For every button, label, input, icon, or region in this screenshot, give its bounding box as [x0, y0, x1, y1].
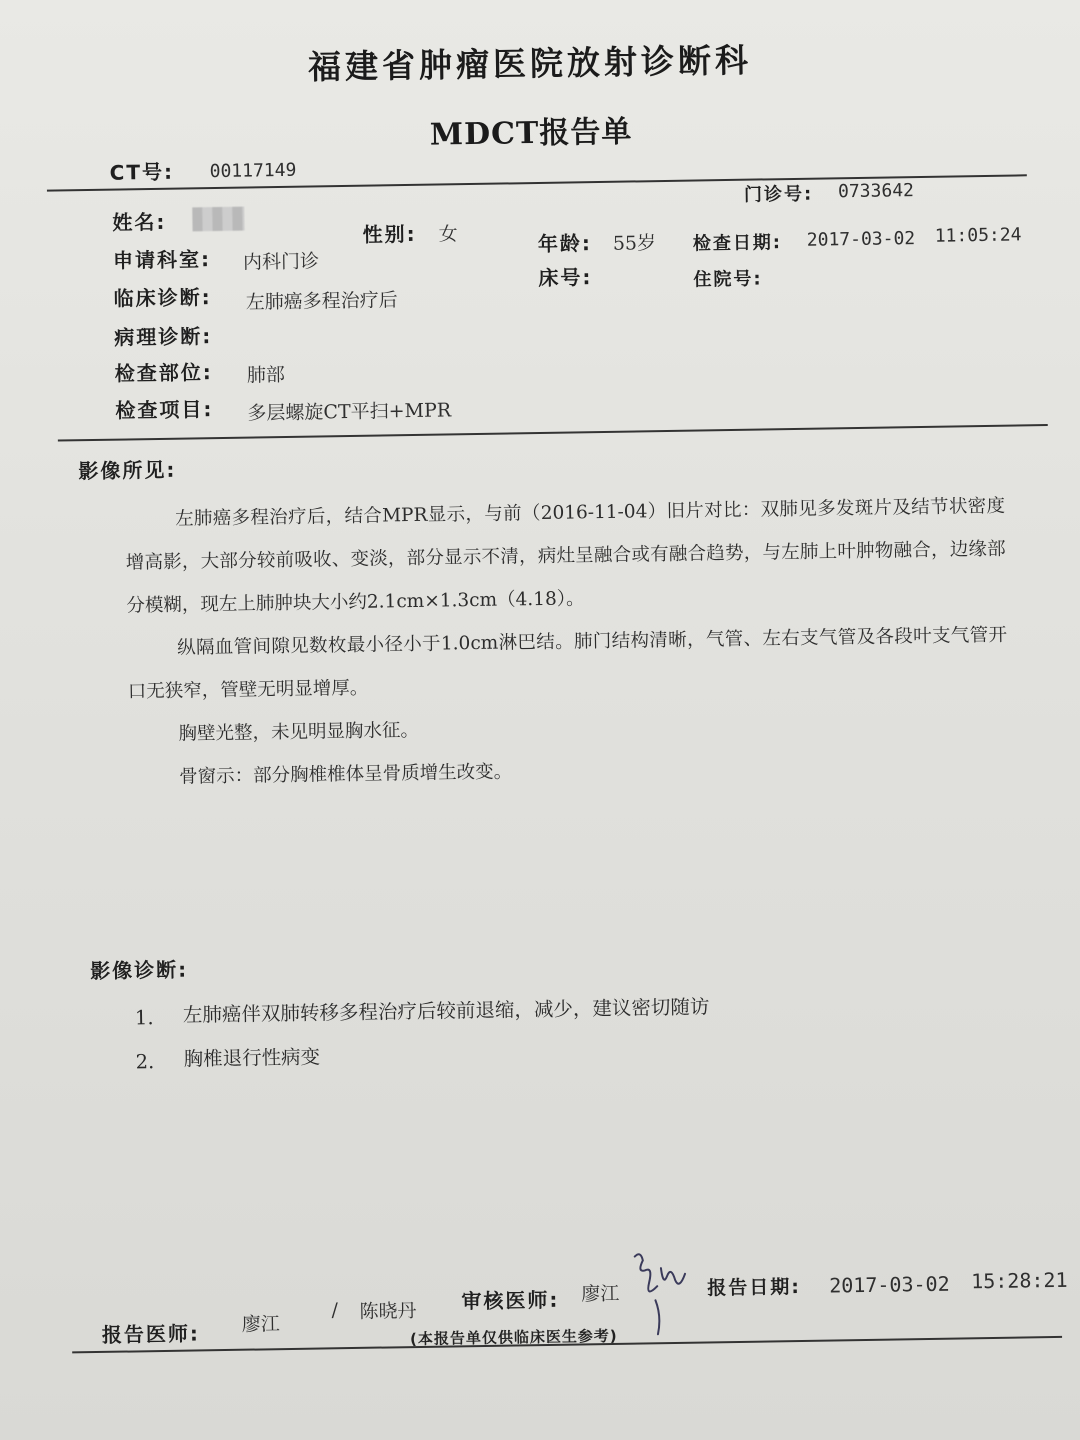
report-doctor-2: 陈晓丹: [359, 1300, 417, 1323]
diagnosis-item-text: 胸椎退行性病变: [183, 1045, 321, 1071]
pathology-dx-label: 病理诊断:: [114, 324, 213, 350]
report-time-value: 15:28:21: [970, 1267, 1068, 1294]
disclaimer-note: (本报告单仅供临床医生参考): [409, 1326, 618, 1349]
exam-date-label: 检查日期:: [692, 232, 783, 255]
report-doctor-1: 廖江: [241, 1313, 280, 1336]
doctor-separator: /: [331, 1299, 339, 1322]
findings-label: 影像所见:: [78, 457, 177, 484]
age-label: 年龄:: [537, 231, 593, 256]
report-title: MDCT报告单: [429, 114, 633, 153]
outpatient-no-value: 0733642: [837, 180, 915, 203]
findings-paragraph: 左肺癌多程治疗后，结合MPR显示，与前（2016-11-04）旧片对比：双肺见多发斑片及结节状密度增高影，大部分较前吸收、变淡，部分显示不清，病灶呈融合或有融合趋势，与左肺上叶肿物融合，边缘部分模糊，现左上肺肿块大小约2.1cm×1.3cm（4.18）。: [125, 495, 1006, 617]
diagnosis-label: 影像诊断:: [90, 957, 189, 984]
exam-date-value: 2017-03-02: [806, 228, 916, 251]
clinical-dx-value: 左肺癌多程治疗后: [245, 289, 398, 314]
outpatient-no-label: 门诊号:: [743, 183, 814, 206]
findings-body: [125, 485, 1010, 800]
clinical-dx-label: 临床诊断:: [113, 285, 212, 311]
handwritten-signature: [627, 1246, 698, 1337]
exam-time-value: 11:05:24: [934, 224, 1022, 247]
findings-paragraph: 纵隔血管间隙见数枚最小径小于1.0cm淋巴结。肺门结构清晰，气管、左右支气管及各段叶支气管开口无狭窄，管壁无明显增厚。: [127, 624, 1008, 703]
exam-item-value: 多层螺旋CT平扫+MPR: [247, 399, 452, 425]
exam-site-label: 检查部位:: [114, 360, 213, 386]
admission-label: 住院号:: [693, 268, 763, 291]
diagnosis-item-number: 1.: [134, 1006, 154, 1030]
ct-no-value: 00117149: [209, 159, 297, 183]
redacted-name: [192, 207, 244, 232]
exam-site-value: 肺部: [246, 363, 286, 387]
review-doctor-value: 廖江: [581, 1282, 620, 1306]
dept-label: 申请科室:: [112, 247, 212, 273]
diagnosis-item-text: 左肺癌伴双肺转移多程治疗后较前退缩，减少，建议密切随访: [182, 995, 710, 1027]
findings-paragraph: 胸壁光整，未见明显胸水征。: [178, 719, 420, 745]
gender-value: 女: [438, 223, 458, 246]
ct-no-label: CT号:: [109, 159, 175, 185]
hospital-title: 福建省肿瘤医院放射诊断科: [307, 40, 753, 87]
diagnosis-item-number: 2.: [135, 1050, 155, 1074]
exam-item-label: 检查项目:: [115, 397, 214, 423]
review-doctor-label: 审核医师:: [461, 1287, 560, 1314]
dept-value: 内科门诊: [242, 250, 320, 274]
findings-paragraph: 骨窗示：部分胸椎椎体呈骨质增生改变。: [179, 761, 513, 788]
report-date-label: 报告日期:: [707, 1275, 802, 1300]
report-date-value: 2017-03-02: [829, 1271, 950, 1298]
age-value: 55岁: [612, 232, 657, 255]
report-doctor-label: 报告医师:: [101, 1321, 201, 1347]
header-divider-bottom: [58, 424, 1048, 442]
name-label: 姓名:: [112, 209, 167, 235]
bed-label: 床号:: [538, 265, 593, 290]
gender-label: 性别:: [362, 221, 417, 247]
